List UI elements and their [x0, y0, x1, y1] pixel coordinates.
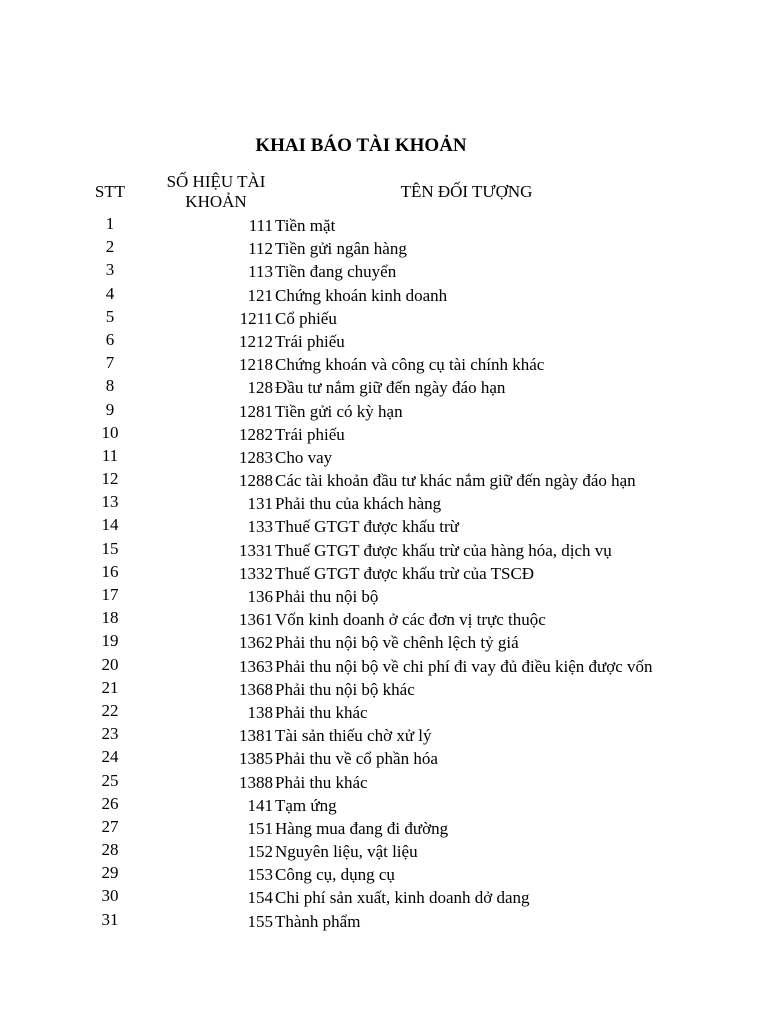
- row-stt: 13: [101, 492, 119, 512]
- row-account-code: 1282: [239, 424, 273, 444]
- row-stt: 15: [101, 538, 119, 558]
- table-row: [0, 492, 768, 515]
- table-row: [0, 376, 768, 399]
- row-object-name: Thuế GTGT được khấu trừ của TSCĐ: [275, 563, 535, 583]
- row-object-name: Phải thu về cổ phần hóa: [275, 749, 438, 769]
- table-row: [0, 794, 768, 817]
- row-account-code: 1332: [239, 563, 273, 583]
- table-row: [0, 747, 768, 770]
- row-object-name: Phải thu nội bộ khác: [275, 679, 415, 699]
- row-account-code: 1218: [239, 355, 273, 375]
- row-account-code: 138: [247, 702, 273, 722]
- table-row: [0, 539, 768, 562]
- row-account-code: 1212: [239, 331, 273, 351]
- row-object-name: Tiền đang chuyển: [275, 262, 397, 282]
- row-object-name: Nguyên liệu, vật liệu: [275, 842, 418, 862]
- row-account-code: 1381: [239, 726, 273, 746]
- row-account-code: 136: [247, 587, 273, 606]
- account-table: [0, 214, 768, 933]
- table-row: [0, 631, 768, 654]
- row-account-code: 151: [247, 818, 273, 838]
- row-account-code: 1362: [239, 633, 273, 653]
- row-object-name: Cho vay: [275, 447, 333, 467]
- row-stt: 28: [101, 840, 119, 860]
- row-object-name: Thành phẩm: [275, 911, 361, 931]
- table-row: [0, 562, 768, 585]
- table-row: [0, 863, 768, 886]
- row-account-code: 155: [247, 911, 273, 931]
- table-row: [0, 260, 768, 283]
- table-row: [0, 910, 768, 933]
- header-account-code-line1: SỐ HIỆU TÀI: [166, 172, 266, 191]
- row-object-name: Thuế GTGT được khấu trừ của hàng hóa, dịch vụ: [275, 540, 612, 560]
- table-row: [0, 608, 768, 631]
- row-stt: 14: [101, 515, 119, 535]
- row-object-name: Đầu tư nắm giữ đến ngày đáo hạn: [275, 378, 506, 398]
- table-row: [0, 469, 768, 492]
- row-stt: 10: [101, 422, 119, 442]
- row-stt: 3: [105, 260, 115, 280]
- row-account-code: 1281: [239, 401, 273, 421]
- header-stt: STT: [94, 182, 126, 201]
- table-row: [0, 701, 768, 724]
- row-stt: 2: [105, 237, 115, 257]
- table-row: [0, 817, 768, 840]
- table-row: [0, 678, 768, 701]
- row-stt: 11: [101, 445, 119, 465]
- row-object-name: Tiền mặt: [275, 216, 336, 235]
- row-object-name: Chi phí sản xuất, kinh doanh dở dang: [275, 888, 530, 908]
- row-account-code: 1283: [239, 447, 273, 467]
- row-account-code: 133: [247, 517, 273, 537]
- row-account-code: 1385: [239, 749, 273, 769]
- table-row: [0, 840, 768, 863]
- row-stt: 18: [101, 608, 119, 628]
- row-account-code: 1361: [239, 610, 273, 630]
- row-account-code: 141: [247, 795, 273, 815]
- row-object-name: Chứng khoán kinh doanh: [275, 285, 448, 305]
- row-stt: 24: [101, 747, 119, 767]
- row-object-name: Vốn kinh doanh ở các đơn vị trực thuộc: [275, 610, 546, 630]
- table-row: [0, 423, 768, 446]
- row-object-name: Phải thu nội bộ: [275, 587, 379, 606]
- row-stt: 19: [101, 631, 119, 651]
- row-stt: 6: [105, 329, 115, 349]
- table-row: [0, 330, 768, 353]
- row-account-code: 1368: [239, 679, 273, 699]
- row-account-code: 152: [247, 842, 273, 862]
- row-object-name: Phải thu khác: [275, 702, 368, 722]
- table-row: [0, 771, 768, 794]
- row-object-name: Tạm ứng: [275, 795, 337, 815]
- table-row: [0, 515, 768, 538]
- row-stt: 8: [105, 376, 115, 396]
- table-row: [0, 353, 768, 376]
- row-account-code: 131: [247, 494, 273, 514]
- row-stt: 1: [105, 214, 115, 233]
- row-stt: 16: [101, 561, 119, 581]
- row-stt: 7: [105, 353, 115, 373]
- table-row: [0, 446, 768, 469]
- row-object-name: Hàng mua đang đi đường: [275, 818, 449, 838]
- table-row: [0, 400, 768, 423]
- row-stt: 21: [101, 677, 119, 697]
- row-object-name: Tài sản thiếu chờ xử lý: [275, 726, 432, 746]
- row-account-code: 1388: [239, 772, 273, 792]
- row-object-name: Thuế GTGT được khấu trừ: [275, 517, 459, 537]
- header-object-name: TÊN ĐỐI TƯỢNG: [400, 182, 533, 201]
- header-account-code: [150, 172, 282, 212]
- table-row: [0, 284, 768, 307]
- row-account-code: 113: [248, 262, 273, 282]
- row-account-code: 128: [247, 378, 273, 398]
- table-row: [0, 886, 768, 909]
- row-object-name: Công cụ, dụng cụ: [275, 865, 395, 885]
- row-stt: 5: [105, 306, 115, 326]
- row-stt: 23: [101, 724, 119, 744]
- row-stt: 12: [101, 469, 119, 489]
- header-account-code-line2: KHOẢN: [185, 192, 247, 211]
- row-object-name: Chứng khoán và công cụ tài chính khác: [275, 355, 545, 375]
- table-row: [0, 307, 768, 330]
- row-stt: 25: [101, 770, 119, 790]
- row-account-code: 154: [247, 888, 273, 908]
- row-account-code: 1288: [239, 471, 273, 491]
- row-stt: 17: [101, 585, 119, 604]
- row-object-name: Tiền gửi ngân hàng: [275, 239, 407, 259]
- row-account-code: 153: [247, 865, 273, 885]
- table-row: [0, 724, 768, 747]
- row-stt: 26: [101, 793, 119, 813]
- row-account-code: 1211: [239, 308, 273, 328]
- row-account-code: 111: [248, 216, 273, 235]
- row-object-name: Trái phiếu: [275, 331, 345, 351]
- table-row: [0, 214, 768, 237]
- row-stt: 29: [101, 863, 119, 883]
- row-object-name: Phải thu khác: [275, 772, 368, 792]
- row-account-code: 1331: [239, 540, 273, 560]
- page-title: KHAI BÁO TÀI KHOẢN: [255, 135, 467, 156]
- row-stt: 30: [101, 886, 119, 906]
- row-stt: 22: [101, 700, 119, 720]
- row-object-name: Trái phiếu: [275, 424, 345, 444]
- row-account-code: 1363: [239, 656, 273, 676]
- row-object-name: Phải thu nội bộ về chi phí đi vay đủ điều kiện được vốn: [275, 656, 653, 676]
- row-account-code: 121: [247, 285, 273, 305]
- row-object-name: Cổ phiếu: [275, 308, 337, 328]
- row-stt: 20: [101, 654, 119, 674]
- row-object-name: Tiền gửi có kỳ hạn: [275, 401, 403, 421]
- table-row: [0, 585, 768, 608]
- table-row: [0, 655, 768, 678]
- row-stt: 27: [101, 816, 119, 836]
- row-stt: 31: [101, 909, 119, 929]
- row-object-name: Phải thu của khách hàng: [275, 494, 442, 514]
- row-stt: 4: [105, 283, 115, 303]
- row-stt: 9: [105, 399, 115, 419]
- row-object-name: Các tài khoản đầu tư khác nắm giữ đến ngày đáo hạn: [275, 471, 636, 491]
- row-account-code: 112: [248, 239, 273, 259]
- row-object-name: Phải thu nội bộ về chênh lệch tỷ giá: [275, 633, 519, 653]
- table-row: [0, 237, 768, 260]
